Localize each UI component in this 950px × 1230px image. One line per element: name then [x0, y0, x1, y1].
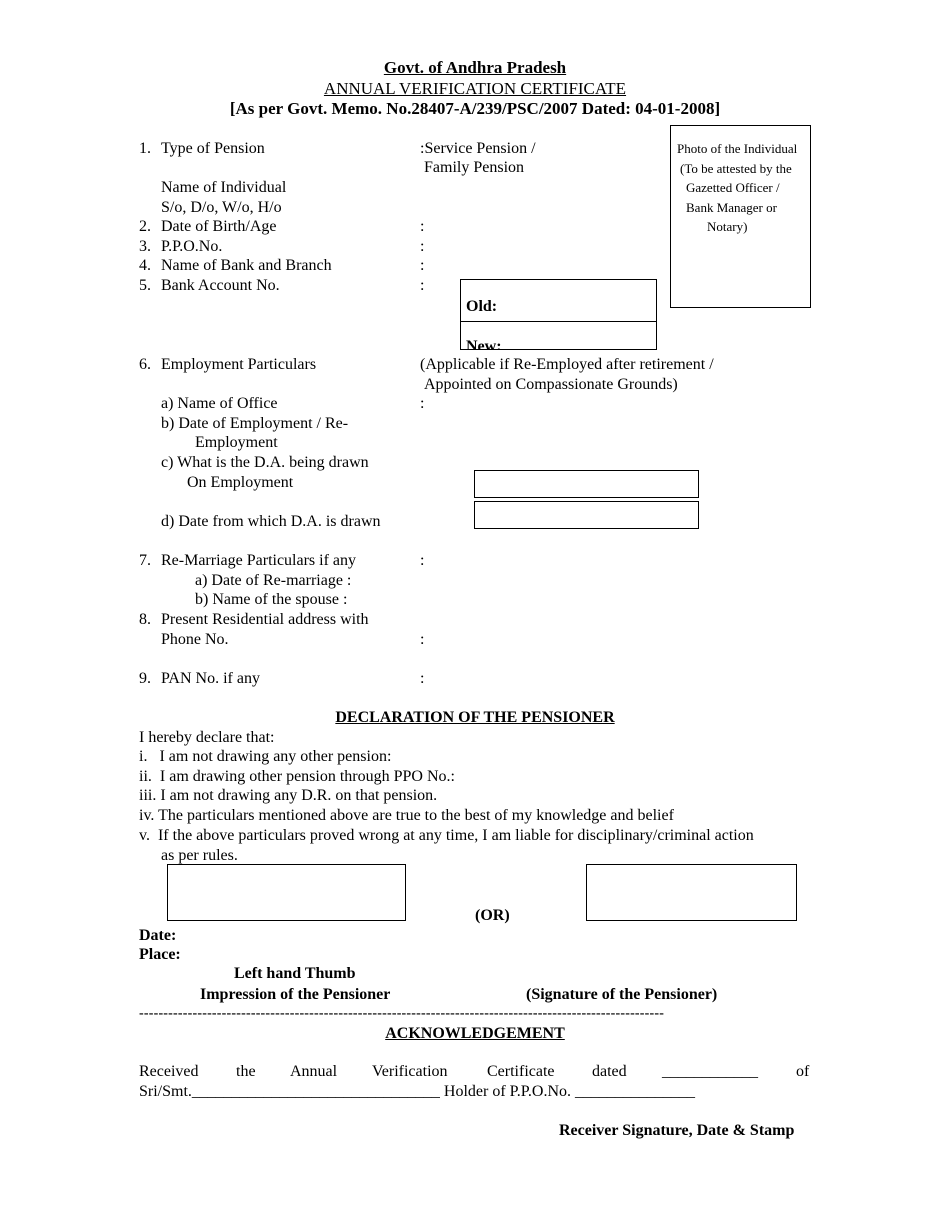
field-5-number: 5.: [139, 277, 151, 294]
separator-line: ------------------------------------------------------------------------------------------------------------: [139, 1006, 665, 1021]
field-name-label-2: S/o, D/o, W/o, H/o: [161, 199, 282, 216]
photo-box-line2: (To be attested by the: [680, 161, 792, 176]
field-da-date-label: d) Date from which D.A. is drawn: [161, 513, 381, 530]
ack-date-blank[interactable]: ____________: [662, 1063, 758, 1080]
field-type-of-pension-value-1: :Service Pension /: [420, 140, 536, 157]
thumb-caption-1: Left hand Thumb: [234, 965, 356, 982]
signature-box[interactable]: [586, 864, 797, 921]
da-amount-box[interactable]: [474, 470, 699, 498]
field-dob-colon: :: [420, 218, 425, 235]
field-pan-label: PAN No. if any: [161, 670, 260, 687]
field-employment-date-label-2: Employment: [195, 434, 278, 451]
acknowledgement-title: ACKNOWLEDGEMENT: [385, 1025, 565, 1042]
memo-reference: [As per Govt. Memo. No.28407-A/239/PSC/2007 Dated: 04-01-2008]: [229, 99, 721, 118]
place-label: Place:: [139, 946, 181, 963]
field-bank-colon: :: [420, 257, 425, 274]
declaration-item-4: iv. The particulars mentioned above are true to the best of my knowledge and belief: [139, 807, 674, 824]
page-title: ANNUAL VERIFICATION CERTIFICATE: [323, 79, 627, 98]
field-ppo-colon: :: [420, 238, 425, 255]
field-dob-label: Date of Birth/Age: [161, 218, 277, 235]
field-employment-note-1: (Applicable if Re-Employed after retirement /: [420, 356, 714, 373]
ack-word-the: the: [236, 1063, 256, 1080]
field-4-number: 4.: [139, 257, 151, 274]
declaration-item-3: iii. I am not drawing any D.R. on that pension.: [139, 787, 438, 804]
field-employment-label: Employment Particulars: [161, 356, 317, 373]
field-type-of-pension-value-2: Family Pension: [424, 159, 525, 176]
field-6-number: 6.: [139, 356, 151, 373]
declaration-intro: I hereby declare that:: [139, 729, 275, 746]
ack-word-certificate: Certificate: [487, 1063, 555, 1080]
field-remarriage-label: Re-Marriage Particulars if any: [161, 552, 357, 569]
photo-box-line1: Photo of the Individual: [677, 141, 798, 156]
da-date-box[interactable]: [474, 501, 699, 529]
ack-word-received: Received: [139, 1063, 199, 1080]
ack-word-dated: dated: [592, 1063, 627, 1080]
receiver-signature-caption: Receiver Signature, Date & Stamp: [559, 1122, 795, 1139]
field-address-label-2: Phone No.: [161, 631, 229, 648]
field-2-number: 2.: [139, 218, 151, 235]
field-employment-note-2: Appointed on Compassionate Grounds): [424, 376, 678, 393]
field-da-label-1: c) What is the D.A. being drawn: [161, 454, 369, 471]
thumb-caption-2: Impression of the Pensioner: [200, 986, 391, 1003]
field-9-number: 9.: [139, 670, 151, 687]
field-account-label: Bank Account No.: [161, 277, 280, 294]
field-3-number: 3.: [139, 238, 151, 255]
field-spouse-label: b) Name of the spouse :: [195, 591, 348, 608]
field-address-label-1: Present Residential address with: [161, 611, 369, 628]
field-7-number: 7.: [139, 552, 151, 569]
field-bank-label: Name of Bank and Branch: [161, 257, 332, 274]
declaration-item-2: ii. I am drawing other pension through PPO No.:: [139, 768, 455, 785]
field-account-colon: :: [420, 277, 425, 294]
declaration-item-1: i. I am not drawing any other pension:: [139, 748, 392, 765]
photo-box-line3: Gazetted Officer /: [686, 180, 780, 195]
ack-word-verification: Verification: [372, 1063, 448, 1080]
account-old-label: Old:: [466, 298, 498, 315]
field-address-colon: :: [420, 631, 425, 648]
acknowledgement-line-2: Sri/Smt._______________________________ Holder of P.P.O.No. _______________: [139, 1083, 696, 1100]
field-ppo-label: P.P.O.No.: [161, 238, 223, 255]
field-8-number: 8.: [139, 611, 151, 628]
field-remarriage-date-label: a) Date of Re-marriage :: [195, 572, 352, 589]
signature-caption: (Signature of the Pensioner): [526, 986, 718, 1003]
field-remarriage-colon: :: [420, 552, 425, 569]
photo-box-line4: Bank Manager or: [686, 200, 777, 215]
field-office-colon: :: [420, 395, 425, 412]
photo-box-line5: Notary): [707, 219, 748, 234]
account-new-label: New:: [466, 338, 502, 350]
field-employment-date-label-1: b) Date of Employment / Re-: [161, 415, 349, 432]
declaration-item-5-cont: as per rules.: [161, 847, 238, 864]
or-text: (OR): [475, 907, 510, 924]
date-label: Date:: [139, 927, 177, 944]
header-govt: Govt. of Andhra Pradesh: [383, 58, 567, 77]
field-pan-colon: :: [420, 670, 425, 687]
field-da-label-2: On Employment: [187, 474, 294, 491]
declaration-title: DECLARATION OF THE PENSIONER: [335, 709, 615, 726]
field-type-of-pension-label: Type of Pension: [161, 140, 265, 157]
declaration-item-5: v. If the above particulars proved wrong at any time, I am liable for disciplinary/criminal action: [139, 827, 754, 844]
field-1-number: 1.: [139, 140, 151, 157]
ack-word-annual: Annual: [290, 1063, 338, 1080]
thumb-impression-box[interactable]: [167, 864, 406, 921]
field-office-label: a) Name of Office: [161, 395, 278, 412]
field-name-label-1: Name of Individual: [161, 179, 287, 196]
ack-word-of: of: [796, 1063, 810, 1080]
